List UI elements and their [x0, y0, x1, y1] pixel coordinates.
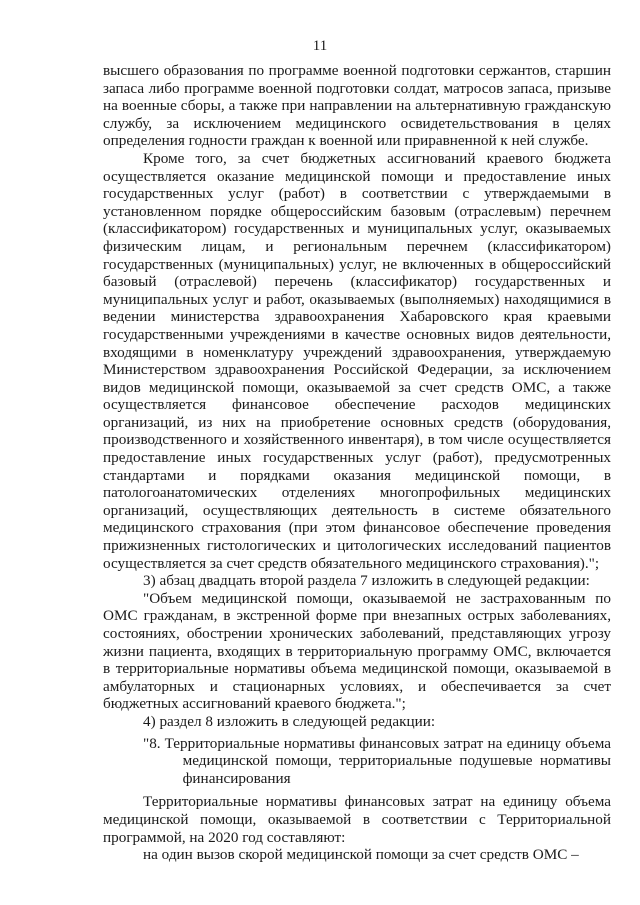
page-number: 11 [312, 38, 328, 54]
section-8-title: Территориальные нормативы финансовых затрат на единицу объема медицинской помощи, территориальные подушевые нормативы финансирования [164, 734, 611, 787]
section-8-number: "8. [143, 734, 161, 752]
paragraph-amendment-3: 3) абзац двадцать второй раздела 7 изложить в следующей редакции: [143, 572, 590, 590]
paragraph-amendment-3-text: "Объем медицинской помощи, оказываемой не застрахованным по ОМС гражданам, в экстренной форме при внезапных острых заболеваниях, состояниях, обострении хронических заболеваний, представляющих угрозу жизни пациента, входящих в территориальную программу ОМС, включается в территориальные нормативы объема медицинской помощи, оказываемой в амбулаторных и стационарных условиях, и обеспечивается за счет бюджетных ассигнований краевого бюджета."; [103, 589, 611, 713]
paragraph-amendment-4: 4) раздел 8 изложить в следующей редакции: [143, 712, 436, 730]
paragraph-financial-norms: Территориальные нормативы финансовых затрат на единицу объема медицинской помощи, оказываемой в соответствии с Территориальной программой, на 2020 год составляют: [103, 793, 611, 846]
section-8-heading [143, 735, 611, 788]
paragraph-ambulance-call: на один вызов скорой медицинской помощи за счет средств ОМС – [143, 846, 579, 864]
document-body [103, 62, 611, 864]
paragraph-budget-funding: Кроме того, за счет бюджетных ассигнований краевого бюджета осуществляется оказание медицинской помощи и предоставление иных государственных услуг (работ) в соответствии с утверждаемыми в установленном порядке общероссийским базовым (отраслевым) перечнем (классификатором) государственных и муниципальных услуг, оказываемых физическим лицам, и региональным перечнем (классификатором) государственных (муниципальных) услуг, не включенных в общероссийский базовый (отраслевой) перечень (классификатор) государственных и муниципальных услуг и работ, оказываемых (выполняемых) находящимися в ведении министерства здравоохранения Хабаровского края краевыми государственными учреждениями в качестве основных видов деятельности, входящими в номенклатуру учреждений здравоохранения, утверждаемую Министерством здравоохранения Российской Федерации, за исключением видов медицинской помощи, оказываемой за счет средств ОМС, а также осуществляется финансовое обеспечение расходов медицинских организаций, из них на приобретение основных средств (оборудования, производственного и хозяйственного инвентаря), в том числе осуществляется предоставление иных государственных услуг (работ), предусмотренных стандартами и порядками оказания медицинской помощи, в патологоанатомических отделениях многопрофильных медицинских организаций, осуществляющих деятельность в системе обязательного медицинского страхования (при этом финансовое обеспечение проведения прижизненных гистологических и цитологических исследований пациентов осуществляется за счет средств обязательного медицинского страхования)."; [103, 149, 611, 572]
paragraph-continuation: высшего образования по программе военной подготовки сержантов, старшин запаса либо программе военной подготовки солдат, матросов запаса, призыве на военные сборы, а также при направлении на альтернативную гражданскую службу, за исключением медицинского освидетельствования в целях определения годности граждан к военной или приравненной к ней службе. [103, 62, 611, 150]
